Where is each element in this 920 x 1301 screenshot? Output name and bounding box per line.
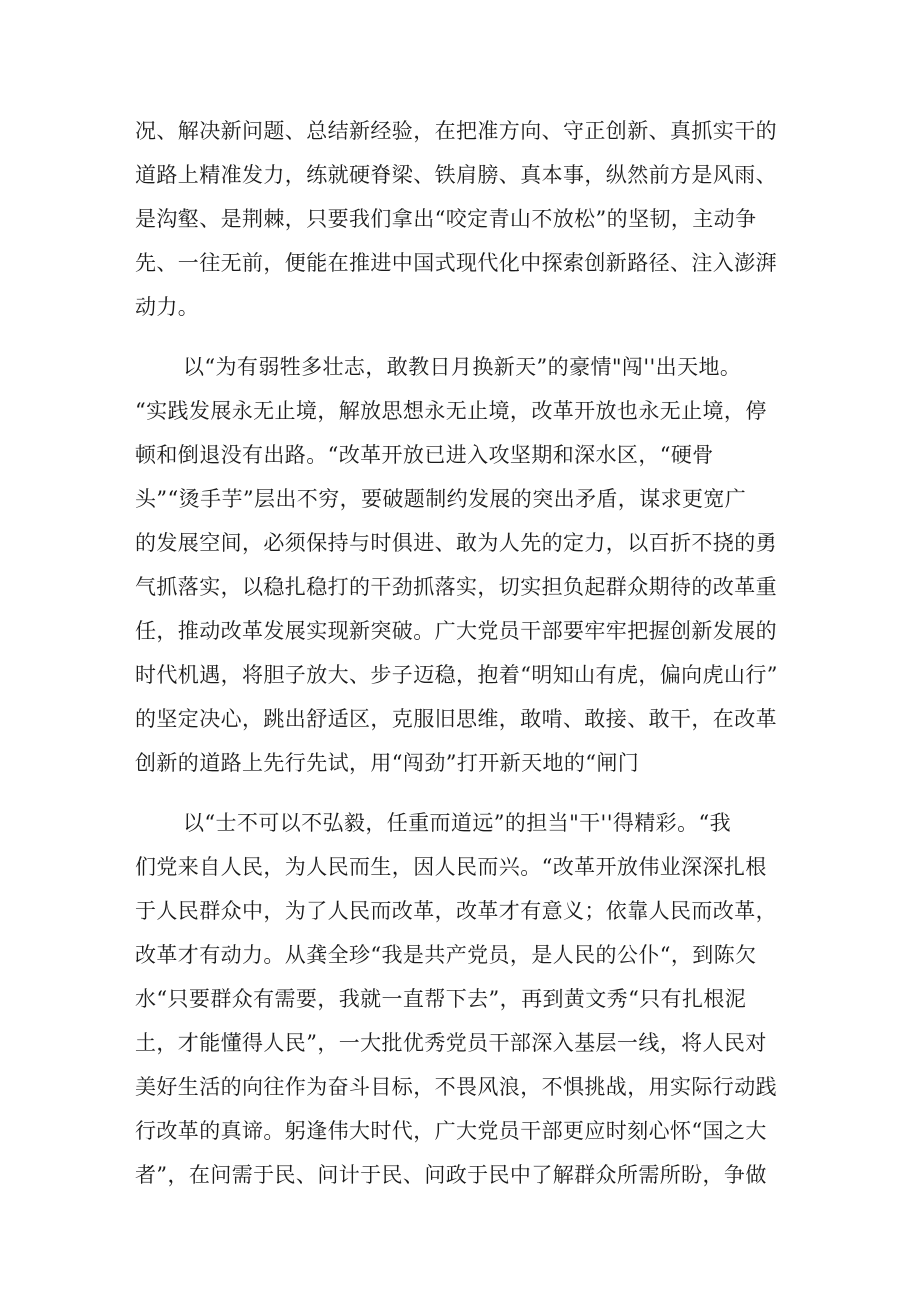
paragraph-line: “实践发展永无止境，解放思想永无止境，改革开放也永无止境，停: [135, 399, 767, 423]
paragraph-line: 美好生活的向往作为奋斗目标，不畏风浪，不惧挑战，用实际行动践: [135, 1075, 777, 1099]
paragraph-line: 动力。: [135, 295, 200, 319]
paragraph-line: 创新的道路上先行先试，用“闯劲”打开新天地的“闸门: [135, 751, 640, 775]
paragraph-line: 气抓落实，以稳扎稳打的干劲抓落实，切实担负起群众期待的改革重: [135, 575, 777, 599]
paragraph-line: 者”，在问需于民、问计于民、问政于民中了解群众所需所盼，争做: [135, 1163, 767, 1187]
paragraph-line: 于人民群众中，为了人民而改革，改革才有意义；依靠人民而改革，: [135, 899, 777, 923]
paragraph-line: 行改革的真谛。躬逢伟大时代，广大党员干部更应时刻心怀“国之大: [135, 1119, 767, 1143]
paragraph-line: 水“只要群众有需要，我就一直帮下去”，再到黄文秀“只有扎根泥: [135, 987, 747, 1011]
paragraph-line: 的坚定决心，跳出舒适区，克服旧思维，敢啃、敢接、敢干，在改革: [135, 707, 777, 731]
paragraph-line: 的发展空间，必须保持与时俱进、敢为人先的定力，以百折不挠的勇: [135, 531, 777, 555]
paragraph-line: 以“为有弱牲多壮志，敢教日月换新天”的豪情"闯''出天地。: [183, 355, 742, 379]
paragraph-line: 任，推动改革发展实现新突破。广大党员干部要牢牢把握创新发展的: [135, 619, 777, 643]
paragraph-line: 以“士不可以不弘毅，任重而道远”的担当"干''得精彩。“我: [183, 811, 732, 835]
paragraph-line: 道路上精准发力，练就硬脊梁、铁肩膀、真本事，纵然前方是风雨、: [135, 163, 777, 187]
paragraph-line: 土，才能懂得人民”，一大批优秀党员干部深入基层一线，将人民对: [135, 1031, 767, 1055]
paragraph-line: 顿和倒退没有出路。“改革开放已进入攻坚期和深水区，“硬骨: [135, 443, 714, 467]
paragraph-line: 们党来自人民，为人民而生，因人民而兴。“改革开放伟业深深扎根: [135, 855, 767, 879]
paragraph-line: 况、解决新问题、总结新经验，在把准方向、守正创新、真抓实干的: [135, 119, 777, 143]
paragraph-line: 时代机遇，将胆子放大、步子迈稳，抱着“明知山有虎，偏向虎山行”: [135, 663, 778, 687]
paragraph-line: 先、一往无前，便能在推进中国式现代化中探索创新路径、注入澎湃: [135, 251, 777, 275]
paragraph-line: 改革才有动力。从龚全珍“我是共产党员，是人民的公仆“，到陈欠: [135, 943, 757, 967]
paragraph-line: 是沟壑、是荆棘，只要我们拿出“咬定青山不放松”的坚韧，主动争: [135, 207, 757, 231]
paragraph-line: 头”“烫手芋”层出不穷，要破题制约发展的突出矛盾，谋求更宽广: [135, 487, 747, 511]
